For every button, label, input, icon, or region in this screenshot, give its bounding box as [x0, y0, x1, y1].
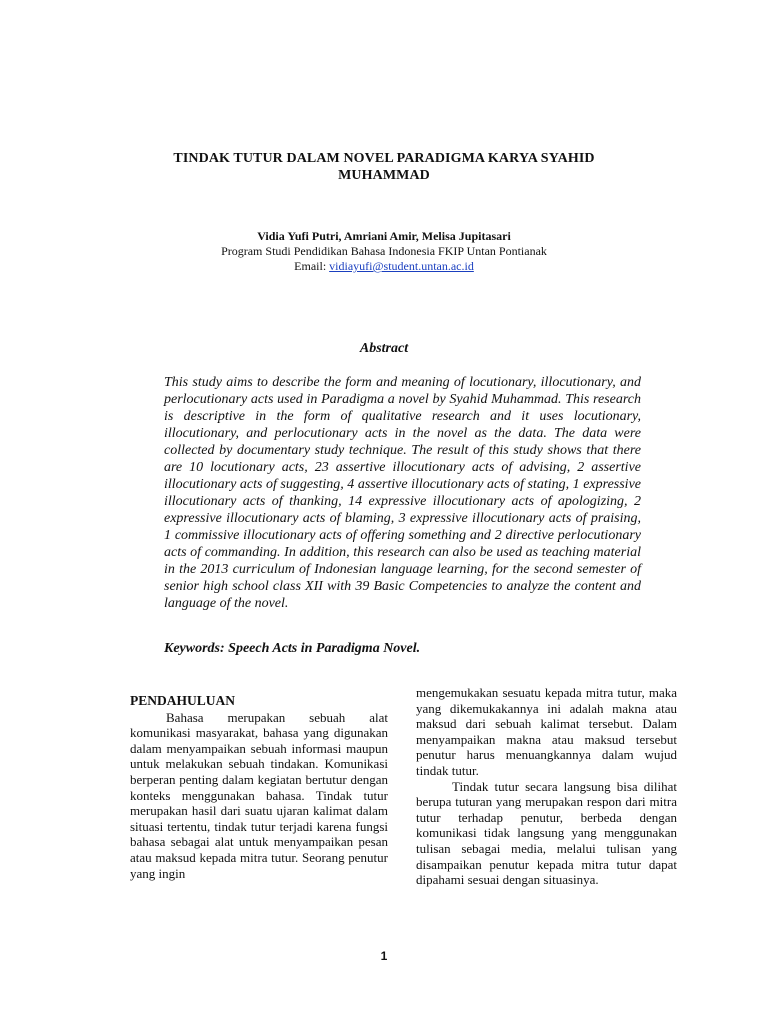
section-heading-pendahuluan: PENDAHULUAN — [130, 693, 236, 708]
body-column-right — [416, 685, 677, 888]
paper-title: TINDAK TUTUR DALAM NOVEL PARADIGMA KARYA SYAHID MUHAMMAD — [173, 151, 595, 183]
author-block — [140, 229, 628, 274]
email-link[interactable]: vidiayufi@student.untan.ac.id — [329, 259, 474, 273]
body-column-left — [130, 693, 388, 881]
email-label: Email: — [294, 259, 330, 273]
email-line — [140, 259, 628, 274]
page-number: 1 — [380, 949, 388, 963]
body-paragraph: Tindak tutur secara langsung bisa dilihat berupa tuturan yang merupakan respon dari mitra tutur terhadap penutur, berbeda dengan komunikasi tidak langsung yang menggunakan tulisan sebagai media, melalui tulisan yang disampaikan penutur kepada mitra tutur dapat dipahami sesuai dengan situasinya. — [416, 778, 677, 888]
keywords: Keywords: Speech Acts in Paradigma Novel. — [164, 641, 421, 656]
authors: Vidia Yufi Putri, Amriani Amir, Melisa Jupitasari — [257, 229, 511, 243]
affiliation: Program Studi Pendidikan Bahasa Indonesia FKIP Untan Pontianak — [221, 244, 547, 258]
body-paragraph-continued: mengemukakan sesuatu kepada mitra tutur, maka yang dikemukakannya ini adalah makna atau maksud dari sebuah kalimat tersebut. Dalam menyampaikan makna atau maksud tersebut penutur harus menuangkannya dalam wujud tindak tutur. — [416, 685, 677, 778]
abstract-heading: Abstract — [359, 341, 409, 356]
body-paragraph: Bahasa merupakan sebuah alat komunikasi masyarakat, bahasa yang digunakan dalam menyampaikan sebuah informasi maupun untuk melakukan sebuah tindakan. Komunikasi berperan penting dalam kegiatan bertutur dengan konteks menggunakan bahasa. Tindak tutur merupakan hasil dari suatu ujaran kalimat dalam situasi tertentu, tindak tutur terjadi karena fungsi bahasa sebagai alat untuk menyampaikan pesan atau maksud kepada mitra tutur. Seorang penutur yang ingin — [130, 709, 388, 881]
abstract-text: This study aims to describe the form and meaning of locutionary, illocutionary, and perlocutionary acts used in Paradigma a novel by Syahid Muhammad. This research is descriptive in the form of qualitative research and it uses locutionary, illocutionary, and perlocutionary acts in the novel as the data. The data were collected by documentary study technique. The result of this study shows that there are 10 locutionary acts, 23 assertive illocutionary acts of advising, 2 assertive illocutionary acts of suggesting, 4 assertive illocutionary acts of stating, 1 expressive illocutionary acts of thanking, 14 expressive illocutionary acts of apologizing, 2 expressive illocutionary acts of blaming, 3 expressive illocutionary acts of praising, 1 commissive illocutionary acts of offering something and 2 directive perlocutionary acts of commanding. In addition, this research can also be used as teaching material in the 2013 curriculum of Indonesian language learning, for the second semester of senior high school class XII with 39 Basic Competencies to analyze the content and language of the novel. — [164, 375, 641, 611]
